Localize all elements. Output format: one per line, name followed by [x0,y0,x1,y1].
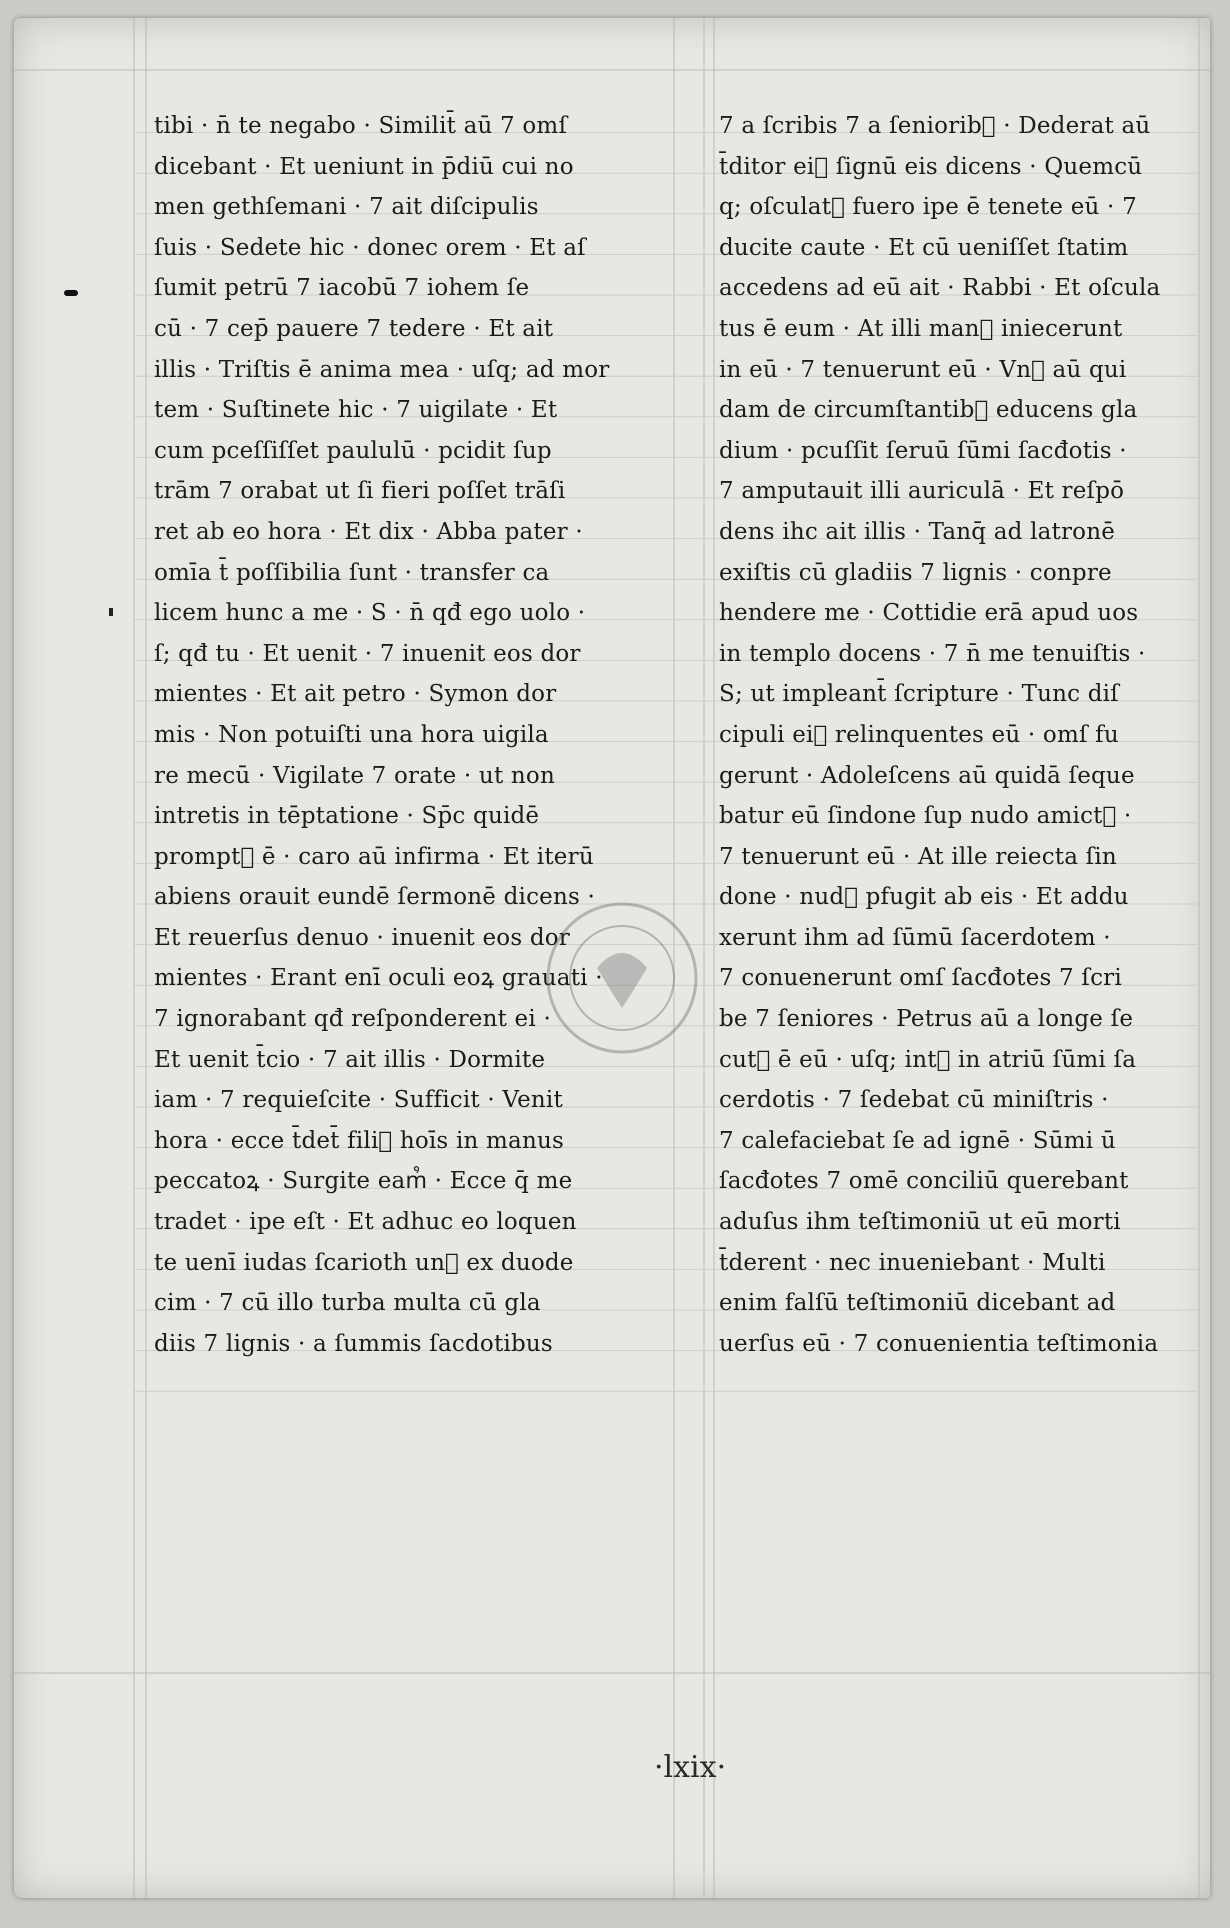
folio-number: ·lxix· [654,1750,727,1785]
text-line: illis · Triſtis ē anima mea · uſq; ad mor [154,356,610,383]
text-line: 7 ignorabant qđ reſponderent ei · [154,1006,551,1033]
text-line: cerdotis · 7 ſedebat cū miniſtris · [719,1087,1109,1114]
text-line: tus ē eum · At illi man᷒ iniecerunt [719,315,1123,342]
text-line: cim · 7 cū illo turba multa cū gla [154,1290,541,1317]
text-line: dam de circumſtantib᷒ educens gla [719,397,1138,424]
text-line: ſumit petrū 7 iacobū 7 iohem ſe [154,275,530,302]
text-line: mis · Non potuiſti una hora uigila [154,721,549,748]
text-line: gerunt · Adoleſcens aū quidā ſeque [719,762,1135,789]
text-line: diis 7 lignis · a ſummis ſacdotibus [154,1330,553,1357]
text-line: ſ; qđ tu · Et uenit · 7 inuenit eos dor [154,640,581,667]
text-line: ſacđotes 7 omē conciliū querebant [719,1168,1129,1195]
left-text-column [154,106,694,1364]
margin-tick [109,608,113,616]
text-line: 7 calefaciebat ſe ad ignē · Sūmi ū [719,1127,1116,1154]
text-line: cipuli ei᷒ relinquentes eū · omſ fu [719,721,1119,748]
text-line: cum pceſſiſſet paululū · pcidit ſup [154,437,552,464]
text-line: licem hunc a me · S · n̄ qđ ego uolo · [154,600,586,627]
text-line: abiens orauit eundē ſermonē dicens · [154,884,596,911]
text-line: hora · ecce t̄det̄ fili᷒ hoīs in manus [154,1127,564,1154]
text-line: tem · Suſtinete hic · 7 uigilate · Et [154,397,558,424]
text-line: peccatoꝝ · Surgite eam᷒ · Ecce q̄ me [154,1168,573,1195]
text-line: t̄ditor ei᷒ ſignū eis dicens · Quemcū [719,153,1143,180]
text-line: aduſus ihm teſtimoniū ut eū morti [719,1209,1121,1236]
text-line: accedens ad eū ait · Rabbi · Et oſcula [719,275,1161,302]
text-line: 7 tenuerunt eū · At ille reiecta ſin [719,843,1117,870]
text-line: mientes · Et ait petro · Symon dor [154,681,557,708]
text-line: te uenī iudas ſcarioth un᷒ ex duode [154,1249,574,1276]
text-line: batur eū ſindone ſup nudo amict᷒ · [719,803,1132,830]
text-line: intretis in tēptatione · Sp̄c quidē [154,803,540,830]
text-line: dicebant · Et ueniunt in p̄diū cui no [154,153,574,180]
text-line: 7 conuenerunt omſ ſacđotes 7 ſcri [719,965,1122,992]
manuscript-leaf [14,18,1210,1898]
text-line: dens ihc ait illis · Tanq̄ ad latronē [719,518,1116,545]
text-line: done · nud᷒ pfugit ab eis · Et addu [719,884,1129,911]
text-line: 7 amputauit illi auriculā · Et reſpō [719,478,1125,505]
text-line: Et reuerſus denuo · inuenit eos dor [154,924,571,951]
text-line: in eū · 7 tenuerunt eū · Vn᷒ aū qui [719,356,1127,383]
text-line: exiſtis cū gladiis 7 lignis · conpre [719,559,1112,586]
text-line: 7 a ſcribis 7 a ſeniorib᷒ · Dederat aū [719,113,1151,139]
text-line: ducite caute · Et cū ueniſſet ſtatim [719,234,1129,261]
text-line: tradet · ipe eſt · Et adhuc eo loquen [154,1209,577,1236]
text-line: cū · 7 cep̄ pauere 7 tedere · Et ait [154,315,554,342]
right-text-column [719,106,1230,1364]
text-line: trām 7 orabat ut ſi fieri poſſet trāſi [154,478,566,505]
text-line: men gethſemani · 7 ait diſcipulis [154,194,539,221]
text-line: t̄derent · nec inueniebant · Multi [719,1249,1106,1276]
text-line: ſuis · Sedete hic · donec orem · Et aſ [154,234,586,261]
text-line: xerunt ihm ad ſūmū ſacerdotem · [719,924,1111,951]
text-line: enim falſū teſtimoniū dicebant ad [719,1290,1116,1317]
library-stamp-seal [542,898,702,1058]
text-line: cut᷒ ē eū · uſq; int᷒ in atriū ſūmi ſa [719,1046,1137,1073]
text-line: S; ut impleant̄ ſcripture · Tunc diſ [719,681,1119,708]
text-line: in templo docens · 7 n̄ me tenuiſtis · [719,640,1146,667]
text-line: re mecū · Vigilate 7 orate · ut non [154,762,555,789]
text-line: dium · pcuſſit ſeruū ſūmi ſacđotis · [719,437,1127,464]
text-line: hendere me · Cottidie erā apud uos [719,600,1139,627]
text-line: omīa t̄ poſſibilia ſunt · transfer ca [154,559,550,586]
text-line: mientes · Erant enī oculi eoꝝ grauati · [154,965,603,992]
margin-mark [64,290,78,296]
text-line: Et uenit t̄cio · 7 ait illis · Dormite [154,1046,546,1073]
text-line: be 7 ſeniores · Petrus aū a longe ſe [719,1006,1134,1033]
text-line: uerſus eū · 7 conuenientia teſtimonia [719,1330,1159,1357]
text-line: ret ab eo hora · Et dix · Abba pater · [154,518,583,545]
text-line: iam · 7 requieſcite · Sufficit · Venit [154,1087,563,1114]
text-line: tibi · n̄ te negabo · Similit̄ aū 7 omſ [154,113,568,139]
text-line: q; oſculat᷒ fuero ipe ē tenete eū · 7 [719,194,1137,221]
text-line: prompt᷒ ē · caro aū infirma · Et iterū [154,843,594,870]
